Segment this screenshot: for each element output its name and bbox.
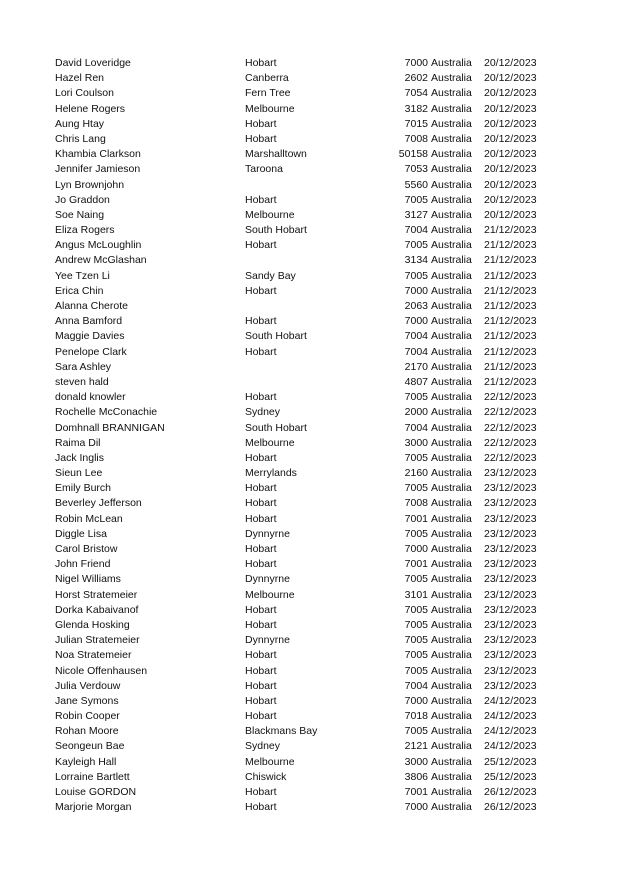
date-cell: 23/12/2023 bbox=[484, 497, 537, 510]
table-row bbox=[0, 193, 622, 208]
date-cell: 22/12/2023 bbox=[484, 451, 537, 464]
city-cell: Hobart bbox=[245, 558, 277, 571]
country-cell: Australia bbox=[431, 87, 472, 100]
postcode-cell: 3182 bbox=[404, 102, 428, 115]
country-cell: Australia bbox=[431, 57, 472, 69]
table-row bbox=[0, 451, 622, 466]
country-cell: Australia bbox=[431, 558, 472, 571]
date-cell: 22/12/2023 bbox=[484, 436, 537, 449]
postcode-cell: 7004 bbox=[404, 679, 428, 692]
table-row bbox=[0, 102, 622, 117]
date-cell: 22/12/2023 bbox=[484, 391, 537, 404]
city-cell: Dynnyrne bbox=[245, 634, 290, 647]
city-cell: Hobart bbox=[245, 284, 277, 297]
city-cell: Hobart bbox=[245, 679, 277, 692]
name-cell: Raima Dil bbox=[55, 436, 101, 449]
date-cell: 20/12/2023 bbox=[484, 208, 537, 221]
city-cell: Hobart bbox=[245, 239, 277, 252]
postcode-cell: 7000 bbox=[404, 543, 428, 555]
name-cell: Aung Htay bbox=[55, 117, 105, 130]
date-cell: 23/12/2023 bbox=[484, 603, 537, 616]
city-cell: South Hobart bbox=[245, 330, 307, 343]
city-cell: Hobart bbox=[245, 117, 277, 130]
country-cell: Australia bbox=[431, 224, 472, 237]
name-cell: Angus McLoughlin bbox=[55, 239, 142, 252]
table-row bbox=[0, 694, 622, 709]
date-cell: 21/12/2023 bbox=[484, 315, 537, 328]
table-row bbox=[0, 633, 622, 648]
postcode-cell: 7001 bbox=[404, 512, 428, 525]
table-row bbox=[0, 360, 622, 375]
table-row bbox=[0, 800, 622, 815]
name-cell: John Friend bbox=[55, 558, 111, 571]
table-row bbox=[0, 724, 622, 739]
table-row bbox=[0, 648, 622, 663]
postcode-cell: 7005 bbox=[404, 451, 428, 464]
country-cell: Australia bbox=[431, 132, 472, 145]
table-row bbox=[0, 527, 622, 542]
table-row bbox=[0, 405, 622, 420]
postcode-cell: 7005 bbox=[404, 664, 428, 677]
name-cell: Khambia Clarkson bbox=[55, 148, 141, 161]
country-cell: Australia bbox=[431, 193, 472, 206]
postcode-cell: 5560 bbox=[404, 178, 428, 191]
name-cell: Robin Cooper bbox=[55, 710, 120, 723]
table-row bbox=[0, 557, 622, 572]
name-cell: Helene Rogers bbox=[55, 102, 126, 115]
city-cell: Hobart bbox=[245, 543, 277, 555]
postcode-cell: 3000 bbox=[404, 436, 428, 449]
date-cell: 24/12/2023 bbox=[484, 710, 537, 723]
date-cell: 20/12/2023 bbox=[484, 87, 537, 100]
city-cell: Hobart bbox=[245, 512, 277, 525]
table-row bbox=[0, 390, 622, 405]
date-cell: 24/12/2023 bbox=[484, 694, 537, 707]
city-cell: Hobart bbox=[245, 57, 277, 69]
name-cell: Dorka Kabaivanof bbox=[55, 603, 139, 616]
table-row bbox=[0, 284, 622, 299]
date-cell: 23/12/2023 bbox=[484, 618, 537, 631]
date-cell: 21/12/2023 bbox=[484, 239, 537, 252]
city-cell: Sandy Bay bbox=[245, 269, 296, 282]
city-cell: Hobart bbox=[245, 786, 277, 798]
table-row bbox=[0, 679, 622, 694]
postcode-cell: 7000 bbox=[404, 284, 428, 297]
country-cell: Australia bbox=[431, 391, 472, 404]
table-row bbox=[0, 618, 622, 633]
city-cell: Hobart bbox=[245, 345, 277, 358]
table-row bbox=[0, 178, 622, 193]
name-cell: Julia Verdouw bbox=[55, 679, 121, 692]
postcode-cell: 7005 bbox=[404, 649, 428, 662]
date-cell: 20/12/2023 bbox=[484, 163, 537, 176]
country-cell: Australia bbox=[431, 117, 472, 130]
name-cell: Beverley Jefferson bbox=[55, 497, 142, 510]
city-cell: Dynnyrne bbox=[245, 573, 290, 586]
country-cell: Australia bbox=[431, 740, 472, 753]
postcode-cell: 7004 bbox=[404, 421, 428, 434]
country-cell: Australia bbox=[431, 543, 472, 555]
table-row bbox=[0, 269, 622, 284]
date-cell: 24/12/2023 bbox=[484, 725, 537, 738]
name-cell: Nicole Offenhausen bbox=[55, 664, 148, 677]
postcode-cell: 2121 bbox=[404, 740, 428, 753]
date-cell: 21/12/2023 bbox=[484, 360, 537, 373]
postcode-cell: 7054 bbox=[404, 87, 428, 100]
city-cell: Blackmans Bay bbox=[245, 725, 318, 738]
postcode-cell: 7005 bbox=[404, 482, 428, 495]
postcode-cell: 7001 bbox=[404, 786, 428, 798]
name-cell: Horst Stratemeier bbox=[55, 588, 138, 601]
date-cell: 22/12/2023 bbox=[484, 406, 537, 419]
date-cell: 21/12/2023 bbox=[484, 330, 537, 343]
date-cell: 20/12/2023 bbox=[484, 178, 537, 191]
date-cell: 23/12/2023 bbox=[484, 588, 537, 601]
postcode-cell: 7008 bbox=[404, 497, 428, 510]
name-cell: Chris Lang bbox=[55, 132, 106, 145]
city-cell: Hobart bbox=[245, 603, 277, 616]
table-row bbox=[0, 71, 622, 86]
postcode-cell: 7005 bbox=[404, 618, 428, 631]
city-cell: Hobart bbox=[245, 482, 277, 495]
name-cell: Jo Graddon bbox=[55, 193, 110, 206]
date-cell: 26/12/2023 bbox=[484, 801, 537, 814]
country-cell: Australia bbox=[431, 72, 472, 85]
date-cell: 20/12/2023 bbox=[484, 57, 537, 69]
name-cell: Penelope Clark bbox=[55, 345, 127, 358]
date-cell: 23/12/2023 bbox=[484, 467, 537, 480]
name-cell: Rochelle McConachie bbox=[55, 406, 158, 419]
table-row bbox=[0, 132, 622, 147]
name-cell: Hazel Ren bbox=[55, 72, 105, 85]
country-cell: Australia bbox=[431, 755, 472, 768]
date-cell: 23/12/2023 bbox=[484, 664, 537, 677]
country-cell: Australia bbox=[431, 436, 472, 449]
postcode-cell: 3101 bbox=[404, 588, 428, 601]
city-cell: Sydney bbox=[245, 740, 281, 753]
postcode-cell: 7000 bbox=[404, 694, 428, 707]
country-cell: Australia bbox=[431, 467, 472, 480]
postcode-cell: 7005 bbox=[404, 193, 428, 206]
signatory-table bbox=[0, 56, 622, 815]
name-cell: Sara Ashley bbox=[55, 360, 112, 373]
country-cell: Australia bbox=[431, 694, 472, 707]
postcode-cell: 3000 bbox=[404, 755, 428, 768]
table-row bbox=[0, 588, 622, 603]
postcode-cell: 7005 bbox=[404, 391, 428, 404]
postcode-cell: 3127 bbox=[404, 208, 428, 221]
table-row bbox=[0, 785, 622, 800]
postcode-cell: 7005 bbox=[404, 527, 428, 540]
country-cell: Australia bbox=[431, 679, 472, 692]
name-cell: Rohan Moore bbox=[55, 725, 119, 738]
country-cell: Australia bbox=[431, 588, 472, 601]
postcode-cell: 7005 bbox=[404, 603, 428, 616]
table-row bbox=[0, 436, 622, 451]
table-row bbox=[0, 299, 622, 314]
postcode-cell: 7053 bbox=[404, 163, 428, 176]
postcode-cell: 7018 bbox=[404, 710, 428, 723]
postcode-cell: 7000 bbox=[404, 57, 428, 69]
table-row bbox=[0, 421, 622, 436]
name-cell: donald knowler bbox=[55, 391, 126, 404]
city-cell: Sydney bbox=[245, 406, 281, 419]
country-cell: Australia bbox=[431, 375, 472, 388]
name-cell: Maggie Davies bbox=[55, 330, 125, 343]
name-cell: Andrew McGlashan bbox=[55, 254, 147, 267]
country-cell: Australia bbox=[431, 178, 472, 191]
date-cell: 23/12/2023 bbox=[484, 482, 537, 495]
table-row bbox=[0, 375, 622, 390]
date-cell: 23/12/2023 bbox=[484, 527, 537, 540]
name-cell: Robin McLean bbox=[55, 512, 123, 525]
name-cell: Emily Burch bbox=[55, 482, 112, 495]
city-cell: Melbourne bbox=[245, 588, 295, 601]
table-row bbox=[0, 542, 622, 557]
postcode-cell: 7005 bbox=[404, 725, 428, 738]
country-cell: Australia bbox=[431, 163, 472, 176]
name-cell: Lyn Brownjohn bbox=[55, 178, 125, 191]
city-cell: Hobart bbox=[245, 801, 277, 814]
name-cell: Lorraine Bartlett bbox=[55, 770, 130, 783]
date-cell: 25/12/2023 bbox=[484, 770, 537, 783]
country-cell: Australia bbox=[431, 451, 472, 464]
table-row bbox=[0, 56, 622, 71]
table-row bbox=[0, 253, 622, 268]
date-cell: 21/12/2023 bbox=[484, 375, 537, 388]
date-cell: 20/12/2023 bbox=[484, 132, 537, 145]
city-cell: Chiswick bbox=[245, 770, 287, 783]
name-cell: Lori Coulson bbox=[55, 87, 114, 100]
table-row bbox=[0, 162, 622, 177]
date-cell: 23/12/2023 bbox=[484, 573, 537, 586]
name-cell: Louise GORDON bbox=[55, 786, 137, 798]
city-cell: Melbourne bbox=[245, 755, 295, 768]
country-cell: Australia bbox=[431, 102, 472, 115]
name-cell: Domhnall BRANNIGAN bbox=[55, 421, 165, 434]
postcode-cell: 2063 bbox=[404, 300, 428, 312]
name-cell: Marjorie Morgan bbox=[55, 801, 132, 814]
name-cell: Julian Stratemeier bbox=[55, 634, 140, 647]
city-cell: Hobart bbox=[245, 649, 277, 662]
date-cell: 24/12/2023 bbox=[484, 740, 537, 753]
postcode-cell: 7008 bbox=[404, 132, 428, 145]
country-cell: Australia bbox=[431, 664, 472, 677]
date-cell: 26/12/2023 bbox=[484, 786, 537, 798]
city-cell: Hobart bbox=[245, 315, 277, 328]
name-cell: Jennifer Jamieson bbox=[55, 163, 141, 176]
table-row bbox=[0, 496, 622, 511]
table-row bbox=[0, 603, 622, 618]
postcode-cell: 50158 bbox=[398, 148, 428, 161]
table-row bbox=[0, 345, 622, 360]
name-cell: Glenda Hosking bbox=[55, 618, 130, 631]
table-row bbox=[0, 466, 622, 481]
postcode-cell: 7004 bbox=[404, 224, 428, 237]
country-cell: Australia bbox=[431, 330, 472, 343]
postcode-cell: 3806 bbox=[404, 770, 428, 783]
name-cell: Carol Bristow bbox=[55, 543, 118, 555]
postcode-cell: 2170 bbox=[404, 360, 428, 373]
date-cell: 23/12/2023 bbox=[484, 634, 537, 647]
table-row bbox=[0, 329, 622, 344]
country-cell: Australia bbox=[431, 148, 472, 161]
name-cell: Erica Chin bbox=[55, 284, 104, 297]
table-row bbox=[0, 238, 622, 253]
postcode-cell: 7004 bbox=[404, 330, 428, 343]
table-row bbox=[0, 117, 622, 132]
city-cell: Melbourne bbox=[245, 102, 295, 115]
name-cell: Nigel Williams bbox=[55, 573, 121, 586]
name-cell: Jane Symons bbox=[55, 694, 119, 707]
country-cell: Australia bbox=[431, 786, 472, 798]
date-cell: 22/12/2023 bbox=[484, 421, 537, 434]
postcode-cell: 2000 bbox=[404, 406, 428, 419]
city-cell: Hobart bbox=[245, 694, 277, 707]
name-cell: Sieun Lee bbox=[55, 467, 103, 480]
country-cell: Australia bbox=[431, 254, 472, 267]
date-cell: 21/12/2023 bbox=[484, 284, 537, 297]
date-cell: 20/12/2023 bbox=[484, 148, 537, 161]
postcode-cell: 7005 bbox=[404, 239, 428, 252]
city-cell: South Hobart bbox=[245, 224, 307, 237]
postcode-cell: 7015 bbox=[404, 117, 428, 130]
city-cell: Hobart bbox=[245, 710, 277, 723]
date-cell: 25/12/2023 bbox=[484, 755, 537, 768]
name-cell: Soe Naing bbox=[55, 208, 105, 221]
city-cell: Marshalltown bbox=[245, 148, 307, 161]
city-cell: Taroona bbox=[245, 163, 283, 176]
table-row bbox=[0, 223, 622, 238]
table-row bbox=[0, 314, 622, 329]
country-cell: Australia bbox=[431, 482, 472, 495]
postcode-cell: 2160 bbox=[404, 467, 428, 480]
date-cell: 21/12/2023 bbox=[484, 345, 537, 358]
name-cell: Noa Stratemeier bbox=[55, 649, 132, 662]
date-cell: 23/12/2023 bbox=[484, 649, 537, 662]
table-row bbox=[0, 770, 622, 785]
country-cell: Australia bbox=[431, 527, 472, 540]
postcode-cell: 3134 bbox=[404, 254, 428, 267]
city-cell: South Hobart bbox=[245, 421, 307, 434]
city-cell: Melbourne bbox=[245, 208, 295, 221]
name-cell: Diggle Lisa bbox=[55, 527, 107, 540]
date-cell: 23/12/2023 bbox=[484, 679, 537, 692]
country-cell: Australia bbox=[431, 239, 472, 252]
country-cell: Australia bbox=[431, 770, 472, 783]
country-cell: Australia bbox=[431, 649, 472, 662]
date-cell: 20/12/2023 bbox=[484, 102, 537, 115]
name-cell: Eliza Rogers bbox=[55, 224, 115, 237]
name-cell: Jack Inglis bbox=[55, 451, 105, 464]
country-cell: Australia bbox=[431, 208, 472, 221]
city-cell: Hobart bbox=[245, 132, 277, 145]
country-cell: Australia bbox=[431, 573, 472, 586]
table-row bbox=[0, 208, 622, 223]
date-cell: 20/12/2023 bbox=[484, 193, 537, 206]
country-cell: Australia bbox=[431, 603, 472, 616]
city-cell: Fern Tree bbox=[245, 87, 291, 100]
city-cell: Hobart bbox=[245, 664, 277, 677]
country-cell: Australia bbox=[431, 269, 472, 282]
city-cell: Canberra bbox=[245, 72, 289, 85]
city-cell: Hobart bbox=[245, 391, 277, 404]
name-cell: Alanna Cherote bbox=[55, 300, 128, 312]
name-cell: Yee Tzen Li bbox=[55, 269, 110, 282]
country-cell: Australia bbox=[431, 725, 472, 738]
table-row bbox=[0, 572, 622, 587]
city-cell: Merrylands bbox=[245, 467, 297, 480]
country-cell: Australia bbox=[431, 512, 472, 525]
country-cell: Australia bbox=[431, 421, 472, 434]
postcode-cell: 7000 bbox=[404, 315, 428, 328]
country-cell: Australia bbox=[431, 406, 472, 419]
postcode-cell: 4807 bbox=[404, 375, 428, 388]
country-cell: Australia bbox=[431, 315, 472, 328]
name-cell: Seongeun Bae bbox=[55, 740, 125, 753]
table-row bbox=[0, 739, 622, 754]
country-cell: Australia bbox=[431, 618, 472, 631]
date-cell: 21/12/2023 bbox=[484, 224, 537, 237]
city-cell: Dynnyrne bbox=[245, 527, 290, 540]
postcode-cell: 7001 bbox=[404, 558, 428, 571]
date-cell: 23/12/2023 bbox=[484, 543, 537, 555]
city-cell: Hobart bbox=[245, 193, 277, 206]
table-row bbox=[0, 664, 622, 679]
date-cell: 23/12/2023 bbox=[484, 512, 537, 525]
date-cell: 21/12/2023 bbox=[484, 254, 537, 267]
postcode-cell: 7005 bbox=[404, 573, 428, 586]
name-cell: Kayleigh Hall bbox=[55, 755, 117, 768]
name-cell: David Loveridge bbox=[55, 57, 131, 69]
country-cell: Australia bbox=[431, 360, 472, 373]
date-cell: 20/12/2023 bbox=[484, 117, 537, 130]
date-cell: 23/12/2023 bbox=[484, 558, 537, 571]
table-row bbox=[0, 147, 622, 162]
table-row bbox=[0, 86, 622, 101]
postcode-cell: 7000 bbox=[404, 801, 428, 814]
date-cell: 21/12/2023 bbox=[484, 300, 537, 312]
country-cell: Australia bbox=[431, 710, 472, 723]
table-row bbox=[0, 481, 622, 496]
postcode-cell: 7005 bbox=[404, 269, 428, 282]
city-cell: Hobart bbox=[245, 618, 277, 631]
table-row bbox=[0, 709, 622, 724]
city-cell: Melbourne bbox=[245, 436, 295, 449]
city-cell: Hobart bbox=[245, 497, 277, 510]
name-cell: Anna Bamford bbox=[55, 315, 123, 328]
date-cell: 21/12/2023 bbox=[484, 269, 537, 282]
name-cell: steven hald bbox=[55, 375, 109, 388]
country-cell: Australia bbox=[431, 801, 472, 814]
postcode-cell: 7004 bbox=[404, 345, 428, 358]
date-cell: 20/12/2023 bbox=[484, 72, 537, 85]
postcode-cell: 7005 bbox=[404, 634, 428, 647]
country-cell: Australia bbox=[431, 300, 472, 312]
country-cell: Australia bbox=[431, 634, 472, 647]
city-cell: Hobart bbox=[245, 451, 277, 464]
postcode-cell: 2602 bbox=[404, 72, 428, 85]
country-cell: Australia bbox=[431, 284, 472, 297]
country-cell: Australia bbox=[431, 345, 472, 358]
table-row bbox=[0, 512, 622, 527]
country-cell: Australia bbox=[431, 497, 472, 510]
table-row bbox=[0, 755, 622, 770]
